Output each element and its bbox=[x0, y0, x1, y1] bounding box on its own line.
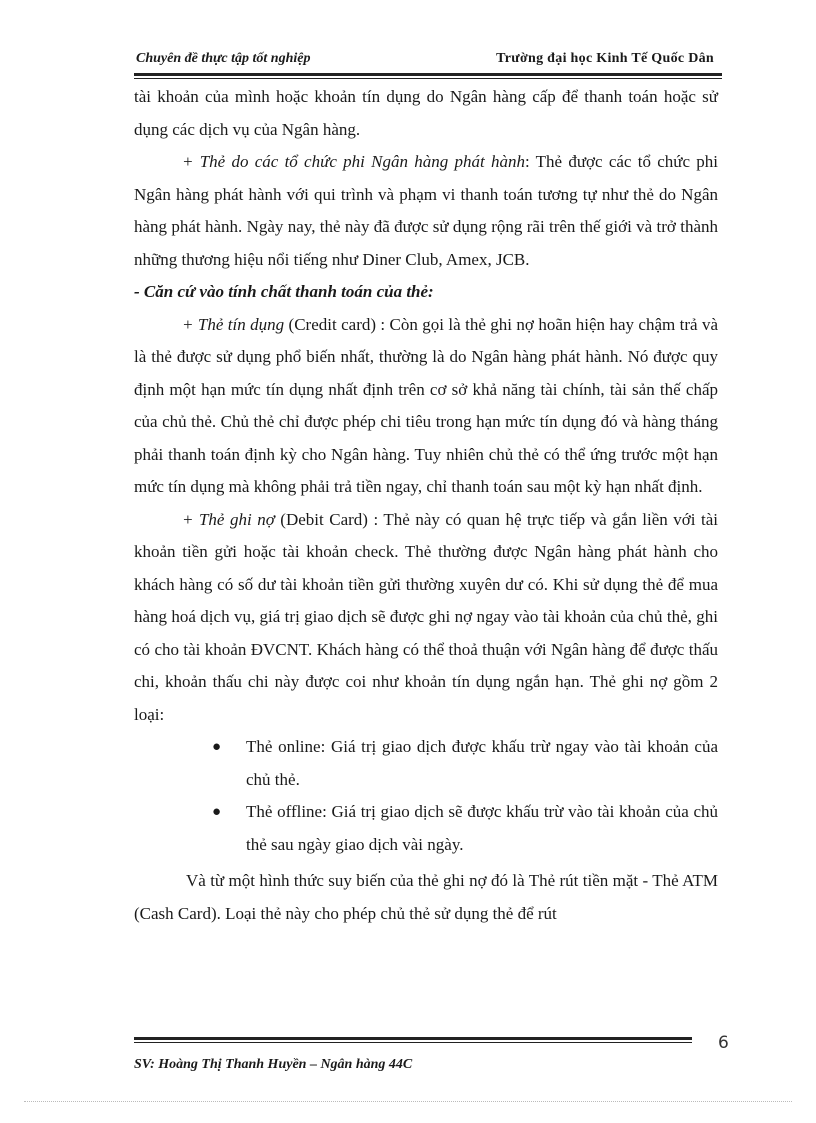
nonbank-card-term: + Thẻ do các tổ chức phi Ngân hàng phát hành bbox=[182, 152, 525, 171]
paragraph-atm-card: Và từ một hình thức suy biến của thẻ ghi nợ đó là Thẻ rút tiền mặt - Thẻ ATM (Cash Card). Loại thẻ này cho phép chủ thẻ sử dụng thẻ để rút bbox=[134, 871, 718, 923]
credit-card-term: + Thẻ tín dụng bbox=[182, 314, 285, 334]
footer-divider bbox=[134, 1037, 692, 1043]
bullet-icon: ● bbox=[212, 804, 222, 820]
document-body bbox=[134, 81, 718, 930]
page-header bbox=[134, 47, 722, 75]
header-doc-title: Chuyên đề thực tập tốt nghiệp bbox=[136, 51, 311, 66]
header-divider bbox=[134, 73, 722, 79]
paragraph-continuation: tài khoản của mình hoặc khoản tín dụng do Ngân hàng cấp để thanh toán hoặc sử dụng các dịch vụ của Ngân hàng. bbox=[134, 87, 718, 139]
section-heading: - Căn cứ vào tính chất thanh toán của thẻ: bbox=[134, 282, 434, 301]
debit-card-text: (Debit Card) : Thẻ này có quan hệ trực tiếp và gắn liền với tài khoản tiền gửi hoặc tài khoản check. Thẻ thường được Ngân hàng phát hành cho khách hàng có số dư tài khoản tiền gửi thường xuyên dư có. Khi sử dụng thẻ để mua hàng hoá dịch vụ, giá trị giao dịch sẽ được ghi nợ ngay vào tài khoản của chủ thẻ, ghi có cho tài khoản ĐVCNT. Khách hàng có thể thoả thuận với Ngân hàng để được thấu chi, khoản thấu chi này được coi như khoản tín dụng ngắn hạn. Thẻ ghi nợ gồm 2 loại: bbox=[134, 509, 718, 724]
page-number: 6 bbox=[718, 1033, 729, 1053]
list-item bbox=[134, 731, 718, 796]
debit-card-term: + Thẻ ghi nợ bbox=[182, 509, 275, 529]
nonbank-card-text: : Thẻ được các tổ chức phi Ngân hàng phát hành với qui trình và phạm vi thanh toán tương tự như thẻ do Ngân hàng phát hành. Ngày nay, thẻ này đã được sử dụng rộng rãi trên thế giới và trở thành những thương hiệu nổi tiếng như Diner Club, Amex, JCB. bbox=[134, 152, 718, 269]
header-university: Trường đại học Kinh Tế Quốc Dân bbox=[496, 51, 714, 66]
paragraph-debit-card bbox=[134, 504, 718, 732]
list-item-text: Thẻ offline: Giá trị giao dịch sẽ được khấu trừ vào tài khoản của chủ thẻ sau ngày giao dịch vài ngày. bbox=[246, 802, 718, 854]
debit-card-types-list bbox=[134, 731, 718, 861]
page-bottom-border bbox=[24, 1101, 792, 1102]
footer-author: SV: Hoàng Thị Thanh Huyền – Ngân hàng 44C bbox=[134, 1057, 413, 1072]
paragraph-credit-card bbox=[134, 309, 718, 504]
bullet-icon: ● bbox=[212, 739, 222, 755]
list-item bbox=[134, 796, 718, 861]
list-item-text: Thẻ online: Giá trị giao dịch được khấu trừ ngay vào tài khoản của chủ thẻ. bbox=[246, 737, 718, 789]
paragraph-nonbank-card bbox=[134, 146, 718, 276]
credit-card-text: (Credit card) : Còn gọi là thẻ ghi nợ hoãn hiện hay chậm trả và là thẻ được sử dụng phổ biến nhất, thường là do Ngân hàng phát hành. Nó được quy định một hạn mức tín dụng nhất định trên cơ sở khả năng tài chính, tài sản thế chấp của chủ thẻ. Chủ thẻ chỉ được phép chi tiêu trong hạn mức tín dụng đó và hàng tháng phải thanh toán định kỳ cho Ngân hàng. Tuy nhiên chủ thẻ có thể ứng trước một hạn mức tín dụng mà không phải trả tiền ngay, chỉ thanh toán sau một kỳ hạn nhất định. bbox=[134, 314, 718, 496]
